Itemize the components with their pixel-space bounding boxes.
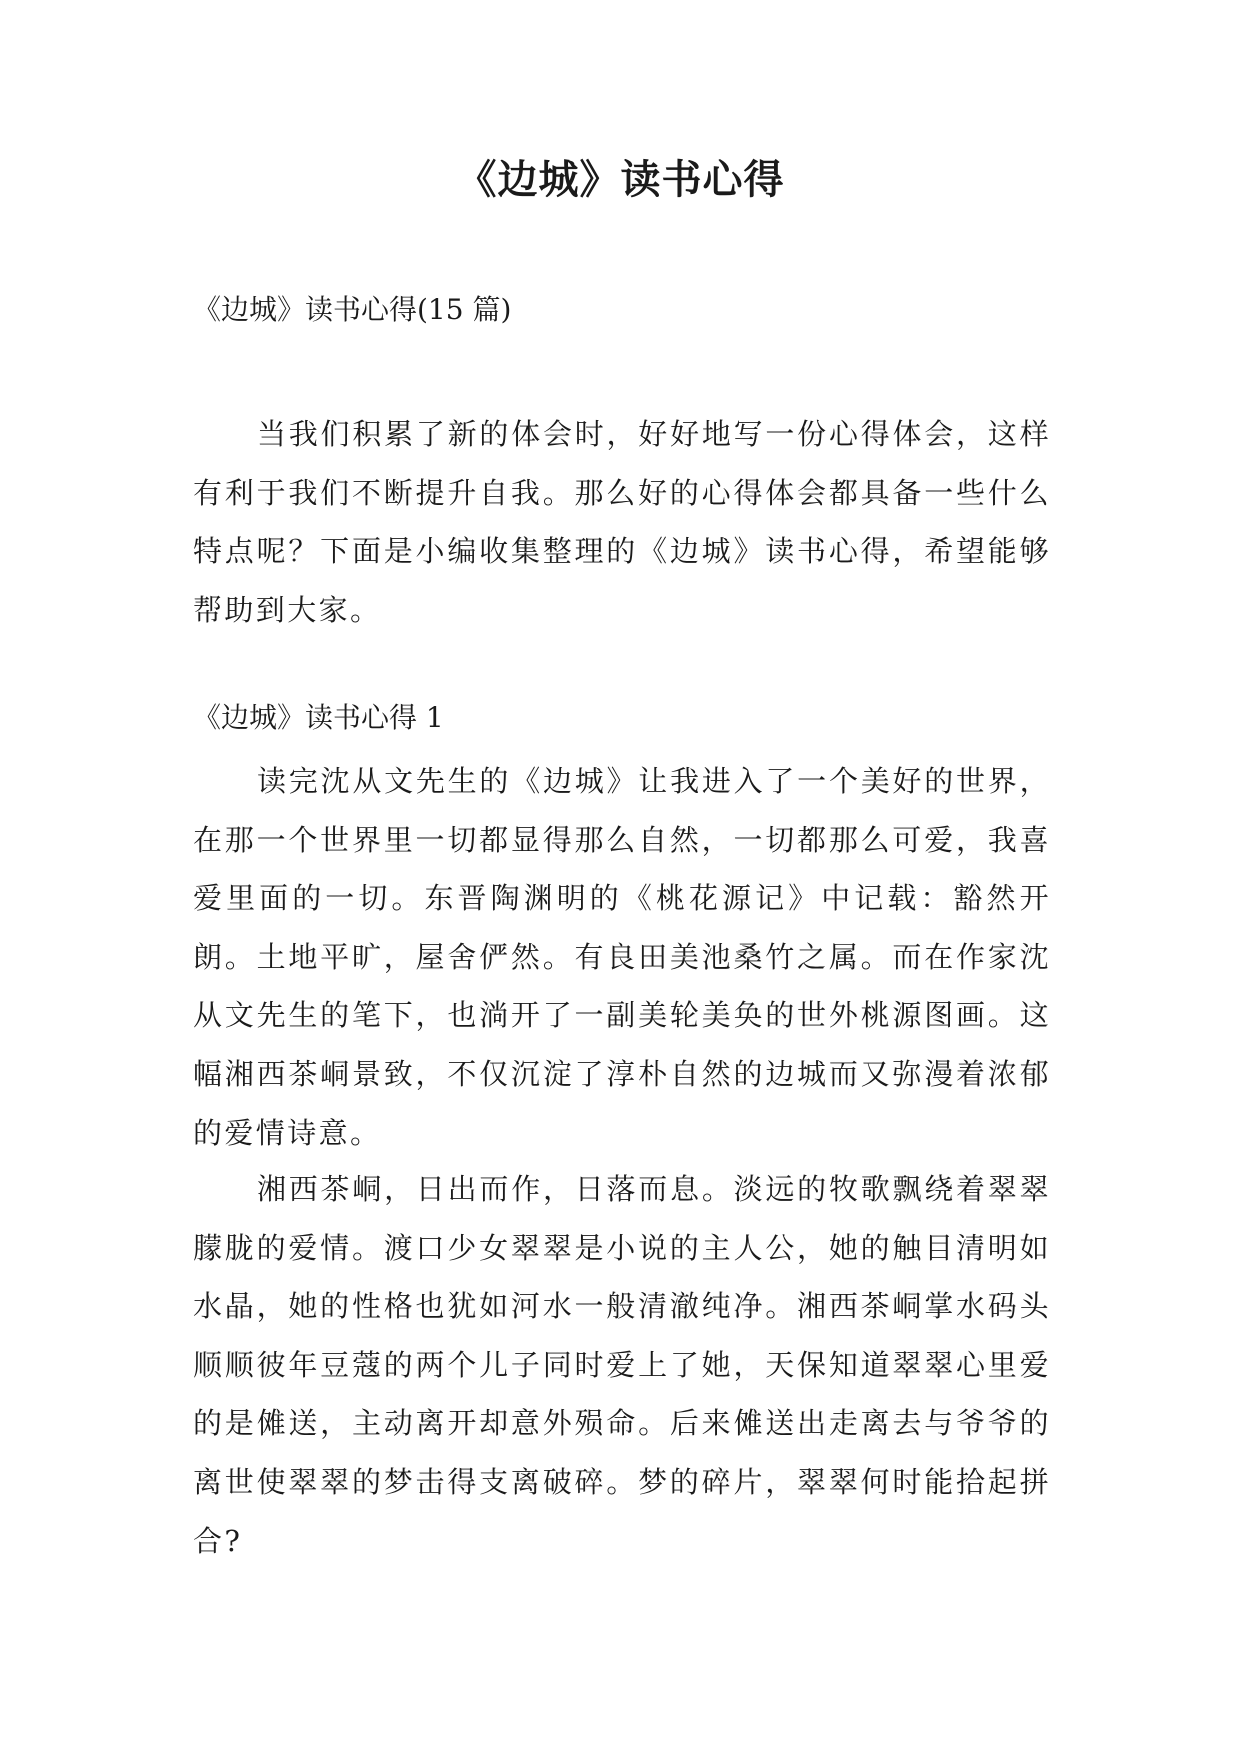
document-title: 《边城》读书心得 [456,156,785,203]
body-paragraph-2: 湘西茶峒，日出而作，日落而息。淡远的牧歌飘绕着翠翠朦胧的爱情。渡口少女翠翠是小说的主人公，她的触目清明如水晶，她的性格也犹如河水一般清澈纯净。湘西茶峒掌水码头顺顺彼年豆蔻的两个儿子同时爱上了她，天保知道翠翠心里爱的是傩送，主动离开却意外殒命。后来傩送出走离去与爷爷的离世使翠翠的梦击得支离破碎。梦的碎片，翠翠何时能拾起拼合? [193,1172,1051,1558]
document-subtitle: 《边城》读书心得(15 篇) [193,293,512,326]
body-paragraph-1: 读完沈从文先生的《边城》让我进入了一个美好的世界，在那一个世界里一切都显得那么自然，一切都那么可爱，我喜爱里面的一切。东晋陶渊明的《桃花源记》中记载：豁然开朗。土地平旷，屋舍俨然。有良田美池桑竹之属。而在作家沈从文先生的笔下，也淌开了一副美轮美奂的世外桃源图画。这幅湘西茶峒景致，不仅沉淀了淳朴自然的边城而又弥漫着浓郁的爱情诗意。 [193,764,1051,1150]
section-heading: 《边城》读书心得 1 [193,701,444,734]
intro-paragraph: 当我们积累了新的体会时，好好地写一份心得体会，这样有利于我们不断提升自我。那么好的心得体会都具备一些什么特点呢？下面是小编收集整理的《边城》读书心得，希望能够帮助到大家。 [193,417,1051,627]
